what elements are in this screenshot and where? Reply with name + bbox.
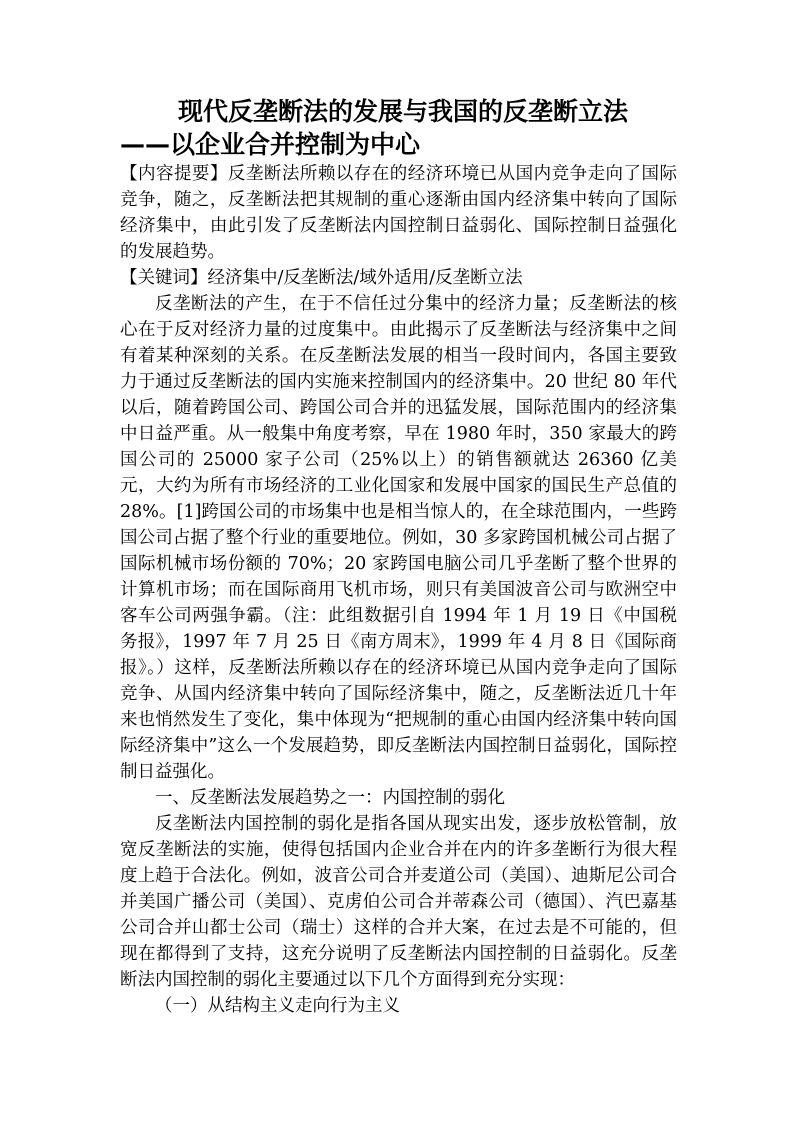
abstract-label: 【内容提要】	[120, 164, 228, 184]
title-line-1: 现代反垄断法的发展与我国的反垄断立法	[178, 97, 629, 126]
subsection-heading-1: （一）从结构主义走向行为主义	[155, 996, 400, 1016]
body-paragraph-2: 反垄断法内国控制的弱化是指各国从现实出发，逐步放松管制，放宽反垄断法的实施，使得包括国内企业合并在内的许多垄断行为很大程度上趋于合法化。例如，波音公司合并麦道公司（美国）、迪斯尼公司合并美国广播公司（美国）、克虏伯公司合并蒂森公司（德国）、汽巴嘉基公司合并山都士公司（瑞士）这样的合并大案，在过去是不可能的，但现在都得到了支持，这充分说明了反垄断法内国控制的日益弱化。反垄断法内国控制的弱化主要通过以下几个方面得到充分实现：	[120, 814, 677, 990]
keywords	[120, 265, 677, 291]
keywords-label: 【关键词】	[120, 268, 208, 288]
section-heading-1: 一、反垄断法发展趋势之一：内国控制的弱化	[155, 788, 505, 808]
document-page	[120, 95, 677, 1019]
keywords-text: 经济集中/反垄断法/域外适用/反垄断立法	[207, 268, 523, 288]
abstract	[120, 161, 677, 265]
body-paragraph-1: 反垄断法的产生，在于不信任过分集中的经济力量；反垄断法的核心在于反对经济力量的过度集中。由此揭示了反垄断法与经济集中之间有着某种深刻的关系。在反垄断法发展的相当一段时间内，各国主要致力于通过反垄断法的国内实施来控制国内的经济集中。20 世纪 80 年代以后，随着跨国公司、跨国公司合并的迅猛发展，国际范围内的经济集中日益严重。从一般集中角度考察，早在 1980 年时，350 家最大的跨国公司的 25000 家子公司（25%以上）的销售额就达 26360 亿美元，大约为所有市场经济的工业化国家和发展中国家的国民生产总值的 28%。[1]跨国公司的市场集中也是相当惊人的，在全球范围内，一些跨国公司占据了整个行业的重要地位。例如，30 多家跨国机械公司占据了国际机械市场份额的 70%；20 家跨国电脑公司几乎垄断了整个世界的计算机市场；而在国际商用飞机市场，则只有美国波音公司与欧洲空中客车公司两强争霸。（注：此组数据引自 1994 年 1 月 19 日《中国税务报》，1997 年 7 月 25 日《南方周末》，1999 年 4 月 8 日《国际商报》。）这样，反垄断法所赖以存在的经济环境已从国内竞争走向了国际竞争、从国内经济集中转向了国际经济集中，随之，反垄断法近几十年来也悄然发生了变化，集中体现为“把规制的重心由国内经济集中转向国际经济集中”这么一个发展趋势，即反垄断法内国控制日益弱化，国际控制日益强化。	[120, 294, 677, 782]
abstract-text: 反垄断法所赖以存在的经济环境已从国内竞争走向了国际竞争，随之，反垄断法把其规制的重心逐渐由国内经济集中转向了国际经济集中，由此引发了反垄断法内国控制日益弱化、国际控制日益强化的发展趋势。	[120, 164, 678, 262]
title-line-2: ——以企业合并控制为中心	[120, 130, 421, 159]
document-title	[120, 95, 677, 161]
